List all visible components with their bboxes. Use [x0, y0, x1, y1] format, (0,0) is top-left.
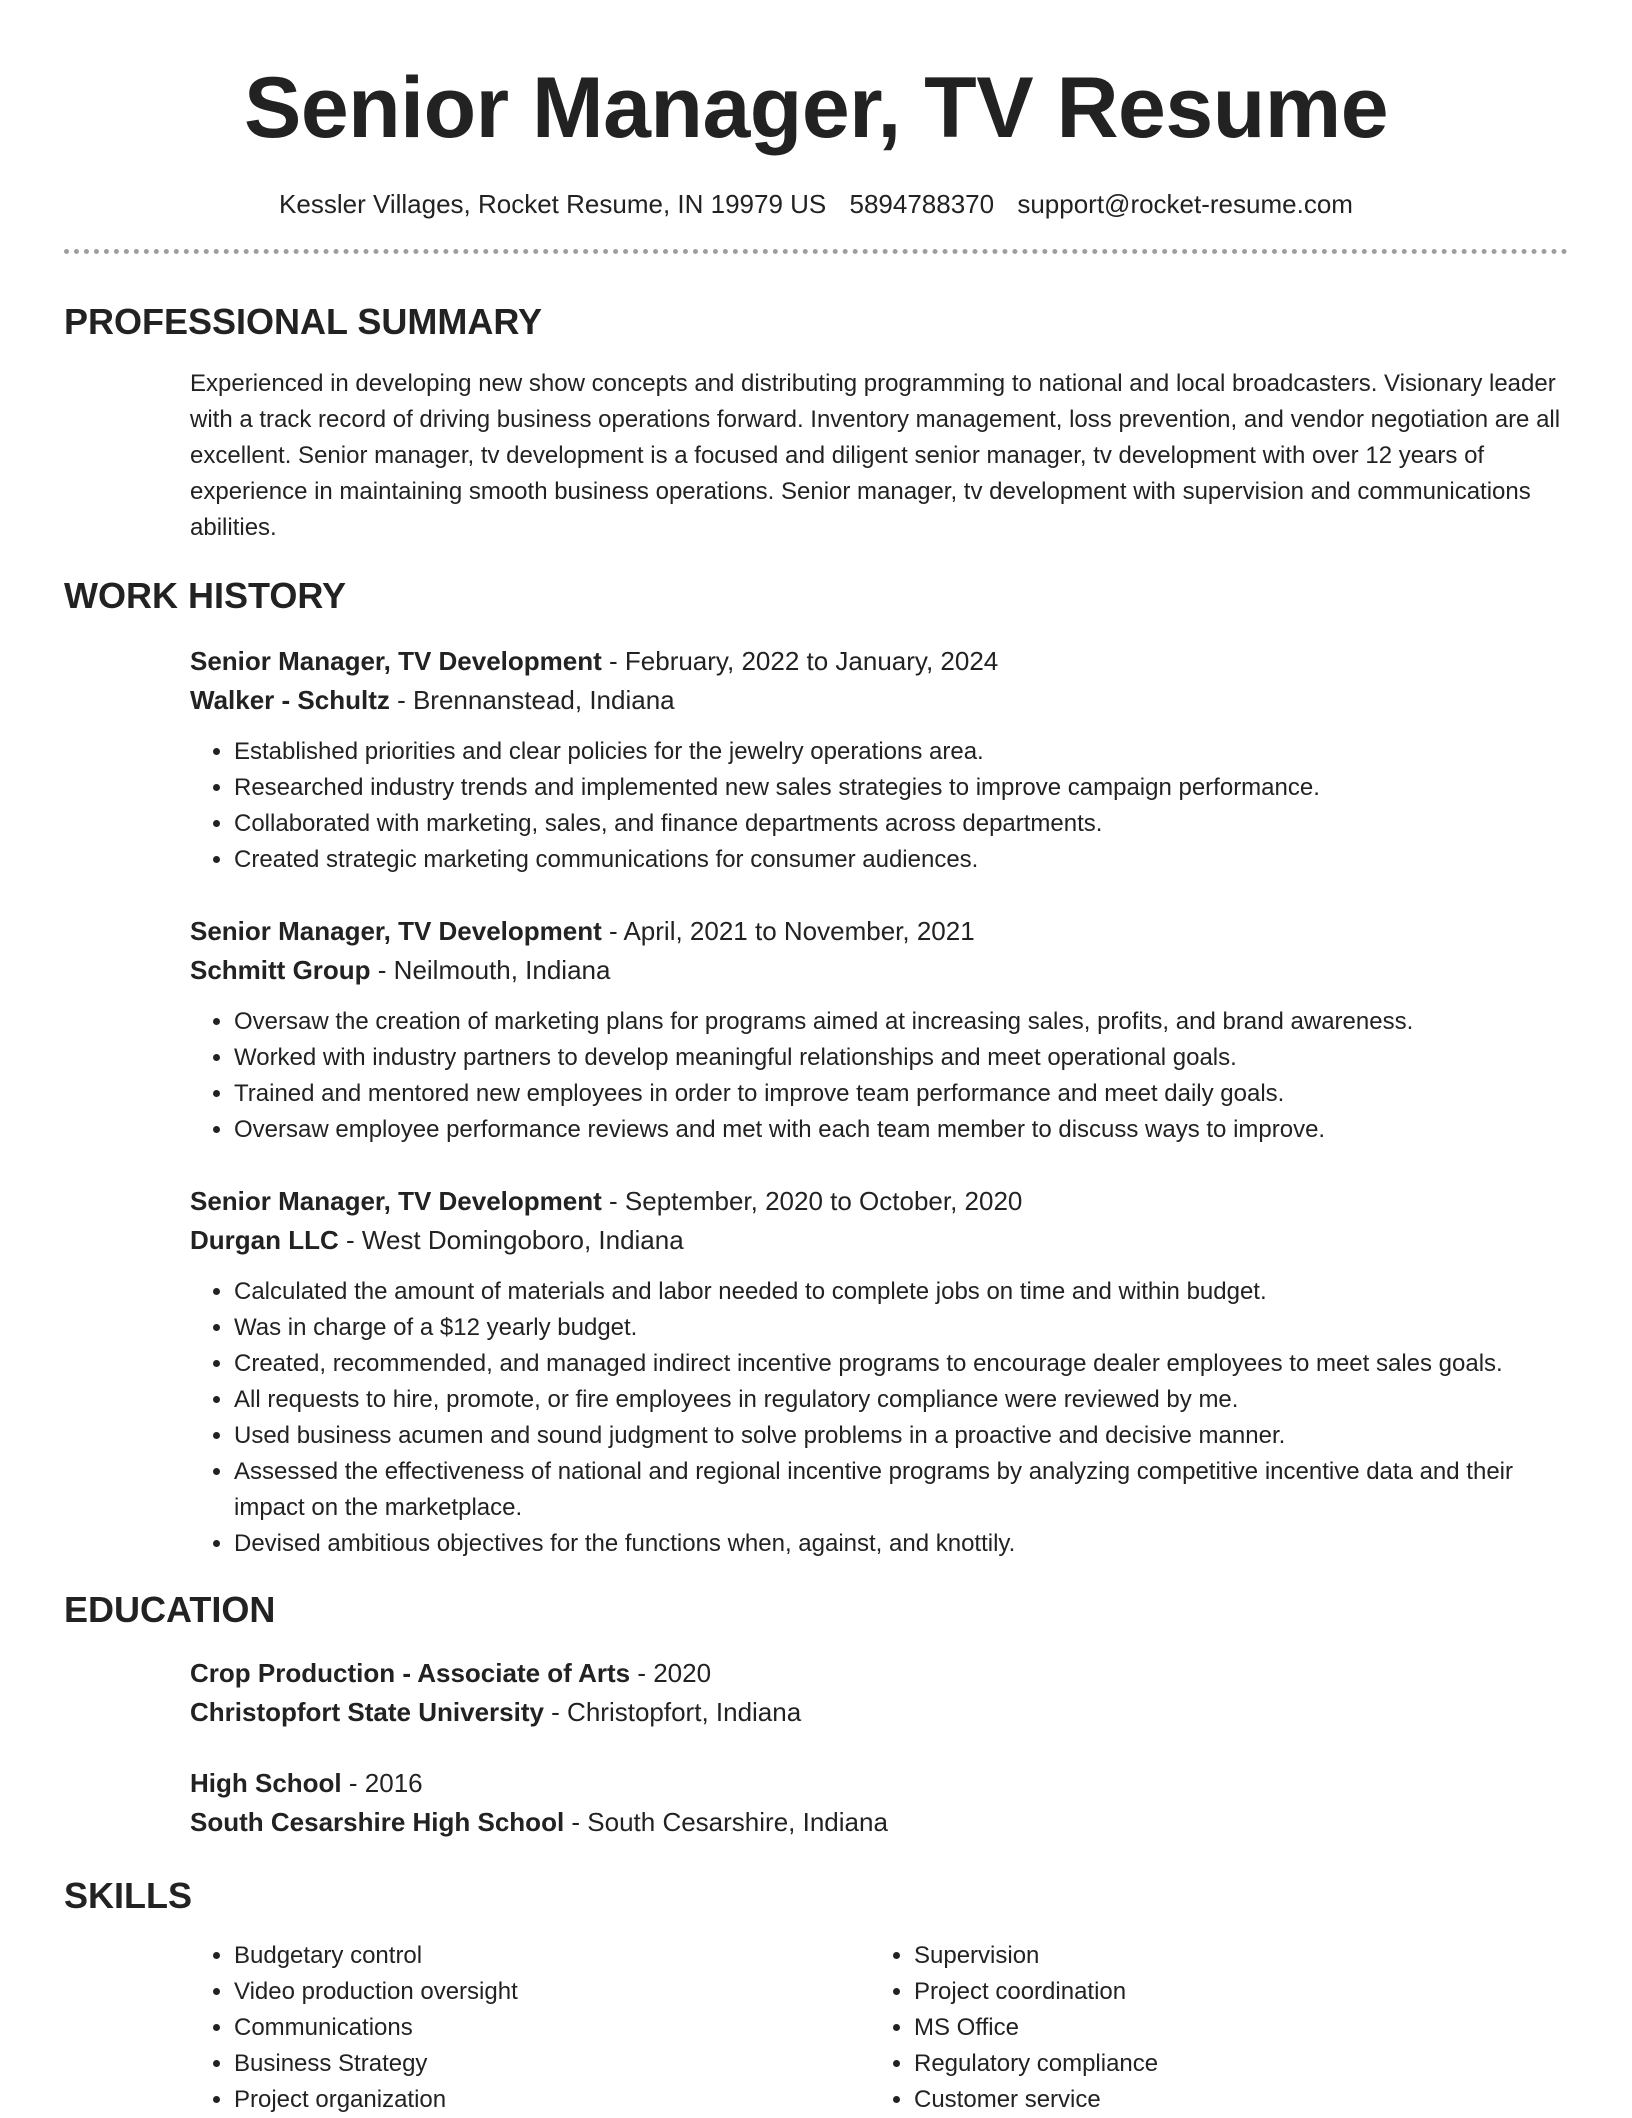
education-entry — [190, 1654, 1568, 1732]
contact-address: Kessler Villages, Rocket Resume, IN 19979 US — [279, 189, 827, 219]
education-degree: Crop Production - Associate of Arts — [190, 1658, 631, 1688]
skill-item: • Regulatory compliance — [914, 2046, 1550, 2082]
education-school: Christopfort State University — [190, 1697, 544, 1727]
resume-title: Senior Manager, TV Resume — [243, 60, 1389, 156]
education-school-line — [190, 1803, 1568, 1842]
list-item: • Oversaw the creation of marketing plans for programs aimed at increasing sales, profits, and brand awareness. — [234, 1004, 1568, 1040]
education-location: - South Cesarshire, Indiana — [564, 1807, 888, 1837]
skill-item: • Video production oversight — [234, 1974, 870, 2010]
education-year: - 2020 — [630, 1658, 712, 1688]
list-item: • All requests to hire, promote, or fire employees in regulatory compliance were reviewed by me. — [234, 1382, 1568, 1418]
skill-item: • Communications — [234, 2010, 870, 2046]
header-divider — [64, 249, 1568, 254]
job-dates: - April, 2021 to November, 2021 — [601, 916, 975, 946]
job-location: - Brennanstead, Indiana — [389, 685, 675, 715]
list-item: • Created strategic marketing communications for consumer audiences. — [234, 842, 1568, 878]
skill-item: • MS Office — [914, 2010, 1550, 2046]
education-year: - 2016 — [341, 1768, 423, 1798]
work-history-list — [190, 642, 1568, 1562]
education-degree-line — [190, 1654, 1568, 1693]
education-degree-line — [190, 1764, 1568, 1803]
job-entry — [190, 912, 1568, 1148]
list-item: • Devised ambitious objectives for the functions when, against, and knottily. — [234, 1526, 1568, 1562]
job-entry — [190, 642, 1568, 878]
contact-phone: 5894788370 — [849, 189, 995, 219]
list-item: • Researched industry trends and implemented new sales strategies to improve campaign performance. — [234, 770, 1568, 806]
section-heading-work-history: WORK HISTORY — [64, 575, 347, 616]
section-heading-summary: PROFESSIONAL SUMMARY — [64, 301, 543, 342]
list-item: • Used business acumen and sound judgment to solve problems in a proactive and decisive manner. — [234, 1418, 1568, 1454]
skills-grid — [190, 1938, 1568, 2118]
list-item: • Collaborated with marketing, sales, and finance departments across departments. — [234, 806, 1568, 842]
skills-column-left — [190, 1938, 870, 2118]
education-degree: High School — [190, 1768, 342, 1798]
job-company: Schmitt Group — [190, 955, 371, 985]
list-item: • Established priorities and clear policies for the jewelry operations area. — [234, 734, 1568, 770]
job-bullets — [190, 1004, 1568, 1148]
list-item: • Worked with industry partners to develop meaningful relationships and meet operational goals. — [234, 1040, 1568, 1076]
section-heading-skills: SKILLS — [64, 1875, 193, 1916]
skills-column-right — [870, 1938, 1550, 2118]
list-item: • Assessed the effectiveness of national and regional incentive programs by analyzing competitive incentive data and their impact on the marketplace. — [234, 1454, 1568, 1526]
job-entry — [190, 1182, 1568, 1562]
skills-list-left — [190, 1938, 870, 2118]
job-title: Senior Manager, TV Development — [190, 916, 602, 946]
skill-item: • Business Strategy — [234, 2046, 870, 2082]
job-dates: - September, 2020 to October, 2020 — [601, 1186, 1023, 1216]
skill-item: • Project coordination — [914, 1974, 1550, 2010]
job-title-line — [190, 1182, 1568, 1221]
resume-page — [64, 0, 1568, 2118]
job-company: Durgan LLC — [190, 1225, 339, 1255]
job-bullets — [190, 1274, 1568, 1562]
job-title: Senior Manager, TV Development — [190, 646, 602, 676]
job-title: Senior Manager, TV Development — [190, 1186, 602, 1216]
list-item: • Calculated the amount of materials and labor needed to complete jobs on time and within budget. — [234, 1274, 1568, 1310]
education-school-line — [190, 1693, 1568, 1732]
skill-item: • Customer service — [914, 2082, 1550, 2118]
education-location: - Christopfort, Indiana — [543, 1697, 802, 1727]
job-company-line — [190, 681, 1568, 720]
job-location: - Neilmouth, Indiana — [370, 955, 611, 985]
job-company-line — [190, 1221, 1568, 1260]
contact-email: support@rocket-resume.com — [1017, 189, 1353, 219]
education-school: South Cesarshire High School — [190, 1807, 565, 1837]
job-bullets — [190, 734, 1568, 878]
job-dates: - February, 2022 to January, 2024 — [601, 646, 999, 676]
education-list — [190, 1654, 1568, 1842]
list-item: • Was in charge of a $12 yearly budget. — [234, 1310, 1568, 1346]
skill-item: • Project organization — [234, 2082, 870, 2118]
job-title-line — [190, 912, 1568, 951]
list-item: • Created, recommended, and managed indirect incentive programs to encourage dealer employees to meet sales goals. — [234, 1346, 1568, 1382]
summary-text: Experienced in developing new show concepts and distributing programming to national and local broadcasters. Visionary leader with a track record of driving business operations forward. Inventory management, loss prevention, and vendor negotiation are all excellent. Senior manager, tv development is a focused and diligent senior manager, tv development with over 12 years of experience in maintaining smooth business operations. Senior manager, tv development with supervision and communications abilities. — [190, 370, 1561, 541]
job-title-line — [190, 642, 1568, 681]
section-heading-education: EDUCATION — [64, 1589, 276, 1630]
job-location: - West Domingoboro, Indiana — [338, 1225, 684, 1255]
skill-item: • Budgetary control — [234, 1938, 870, 1974]
contact-line — [64, 186, 1568, 222]
job-company: Walker - Schultz — [190, 685, 390, 715]
skills-list-right — [870, 1938, 1550, 2118]
education-entry — [190, 1764, 1568, 1842]
job-company-line — [190, 951, 1568, 990]
skill-item: • Supervision — [914, 1938, 1550, 1974]
list-item: • Oversaw employee performance reviews and met with each team member to discuss ways to improve. — [234, 1112, 1568, 1148]
list-item: • Trained and mentored new employees in order to improve team performance and meet daily goals. — [234, 1076, 1568, 1112]
